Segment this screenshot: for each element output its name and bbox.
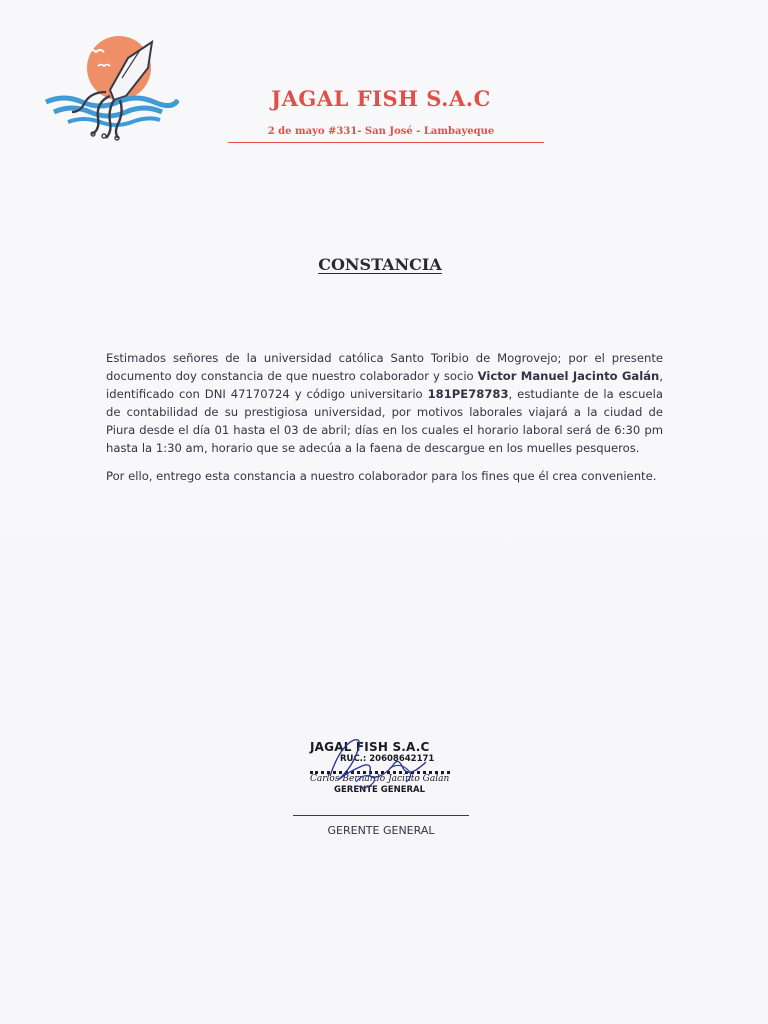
collaborator-name: Victor Manuel Jacinto Galán [477,369,660,383]
paragraph-1-text-b: , identificado con DNI 47170724 y código universitario [106,369,663,401]
paragraph-1-text-a: Estimados señores de la universidad católica Santo Toribio de Mogrovejo; por el presente documento doy constancia de que nuestro colaborador y socio [106,351,663,383]
body-paragraph-1 [106,349,663,457]
signature-caption: GERENTE GENERAL [327,824,435,837]
paragraph-1-text-c: , estudiante de la escuela de contabilidad de su prestigiosa universidad, por motivos laborales viajará a la ciudad de Piura desde el día 01 hasta el 03 de abril; días en los cuales el horario laboral será de 6:30 pm hasta la 1:30 am, horario que se adecúa a la faena de descargue en los muelles pesqueros. [106,387,663,455]
document-title: CONSTANCIA [318,255,442,274]
company-address: 2 de mayo #331- San José - Lambayeque [267,126,495,137]
squid-logo-icon [44,30,179,145]
document-body [106,349,663,495]
university-code: 181PE78783 [427,387,509,401]
body-paragraph-2: Por ello, entrego esta constancia a nuestro colaborador para los fines que él crea conveniente. [106,469,657,483]
stamp-signer-name: Carlos Bernardo Jacinto Galán [310,774,450,784]
header-divider [228,142,544,143]
signature-line [293,815,469,816]
stamp-role: GERENTE GENERAL [334,785,426,795]
company-stamp [300,738,460,798]
company-name: JAGAL FISH S.A.C [271,86,491,111]
stamp-company-name: JAGAL FISH S.A.C [310,740,430,754]
stamp-ruc: RUC.: 20608642171 [340,754,435,764]
